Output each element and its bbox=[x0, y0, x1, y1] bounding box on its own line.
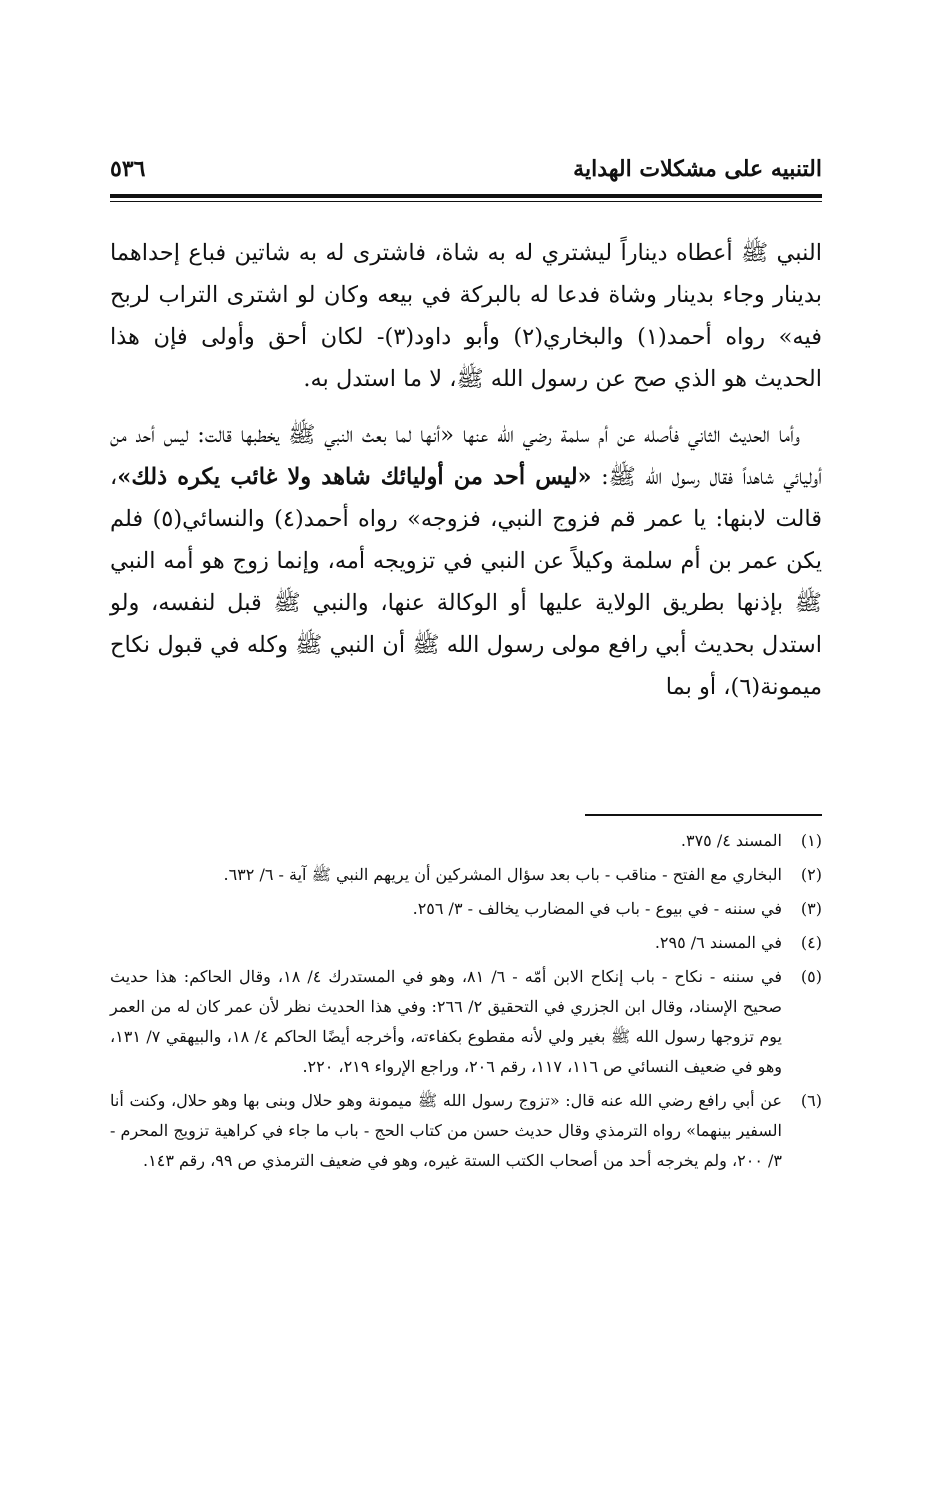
footnote-text: في المسند ٦/ ٢٩٥. bbox=[654, 933, 782, 952]
footnote-number: (٦) bbox=[800, 1091, 822, 1110]
footnote-separator bbox=[585, 814, 822, 816]
running-header bbox=[110, 150, 822, 190]
footnotes bbox=[110, 826, 822, 1180]
footnote-4 bbox=[110, 928, 822, 958]
footnote-5 bbox=[110, 962, 822, 1082]
paragraph-2-rest: ، قالت لابنها: يا عمر قم فزوج النبي، فزوجه» رواه أحمد(٤) والنسائي(٥) فلم يكن عمر بن أم سلمة وكيلاً عن النبي في تزويجه أمه، وإنما زوج هو أمه النبي ﷺ بإذنها بطريق الولاية عليها أو الوكالة عنها، والنبي ﷺ قبل لنفسه، ولو استدل بحديث أبي رافع مولى رسول الله ﷺ أن النبي ﷺ وكله في قبول نكاح ميمونة(٦)، أو بما bbox=[110, 464, 822, 700]
footnote-2 bbox=[110, 860, 822, 890]
footnote-text: المسند ٤/ ٣٧٥. bbox=[680, 831, 782, 850]
footnote-text: البخاري مع الفتح - مناقب - باب بعد سؤال المشركين أن يريهم النبي ﷺ آية - ٦/ ٦٣٢. bbox=[223, 865, 782, 884]
footnote-number: (١) bbox=[800, 831, 822, 850]
footnote-number: (٥) bbox=[800, 967, 822, 986]
footnote-number: (٢) bbox=[800, 865, 822, 884]
footnote-text: في سننه - نكاح - باب إنكاح الابن أمّه - ٦/ ٨١، وهو في المستدرك ٤/ ١٨، وقال الحاكم: هذا حديث صحيح الإسناد، وقال ابن الجزري في التحقيق ٢/ ٢٦٦: وفي هذا الحديث نظر لأن عمر كان له من العمر يوم تزوجها رسول الله ﷺ بغير ولي لأنه مقطوع بكفاءته، وأخرجه أيضًا الحاكم ٤/ ١٨، والبيهقي ٧/ ١٣١، وهو في ضعيف النسائي ص ١١٦، ١١٧، رقم ٢٠٦، وراجع الإرواء ٢١٩، ٢٢٠. bbox=[110, 967, 783, 1076]
header-rule-thin bbox=[110, 201, 822, 202]
page-number: ٥٣٦ bbox=[110, 156, 146, 182]
paragraph-2-intro: وأما الحديث الثاني فأصله عن أم سلمة رضي الله عنها «أنها لما بعث النبي ﷺ يخطبها قالت: ليس أحد من أوليائي شاهداً فقال رسول الله ﷺ: bbox=[110, 422, 823, 490]
footnote-text: عن أبي رافع رضي الله عنه قال: «تزوج رسول الله ﷺ ميمونة وهو حلال وبنى بها وهو حلال، وكنت أنا السفير بينهما» رواه الترمذي وقال حديث حسن من كتاب الحج - باب ما جاء في كراهية تزويج المحرم - ٣/ ٢٠٠، ولم يخرجه أحد من أصحاب الكتب الستة غيره، وهو في ضعيف الترمذي ص ٩٩، رقم ١٤٣. bbox=[110, 1091, 782, 1170]
main-text bbox=[110, 232, 822, 708]
footnote-number: (٣) bbox=[800, 899, 822, 918]
footnote-text: في سننه - في بيوع - باب في المضارب يخالف - ٣/ ٢٥٦. bbox=[412, 899, 782, 918]
footnote-6 bbox=[110, 1086, 822, 1176]
footnote-1 bbox=[110, 826, 822, 856]
footnote-number: (٤) bbox=[800, 933, 822, 952]
paragraph-1: النبي ﷺ أعطاه ديناراً ليشتري له به شاة، فاشترى له به شاتين فباع إحداهما بدينار وجاء بدينار وشاة فدعا له بالبركة في بيعه وكان لو اشترى التراب لربح فيه» رواه أحمد(١) والبخاري(٢) وأبو داود(٣)- لكان أحق وأولى فإن هذا الحديث هو الذي صح عن رسول الله ﷺ، لا ما استدل به. bbox=[110, 240, 822, 392]
footnote-3 bbox=[110, 894, 822, 924]
hadith-quote-bold: «ليس أحد من أوليائك شاهد ولا غائب يكره ذلك» bbox=[117, 464, 592, 490]
header-rule-thick bbox=[110, 194, 822, 198]
running-title: التنبيه على مشكلات الهداية bbox=[573, 156, 822, 182]
paragraph-2 bbox=[110, 414, 822, 708]
